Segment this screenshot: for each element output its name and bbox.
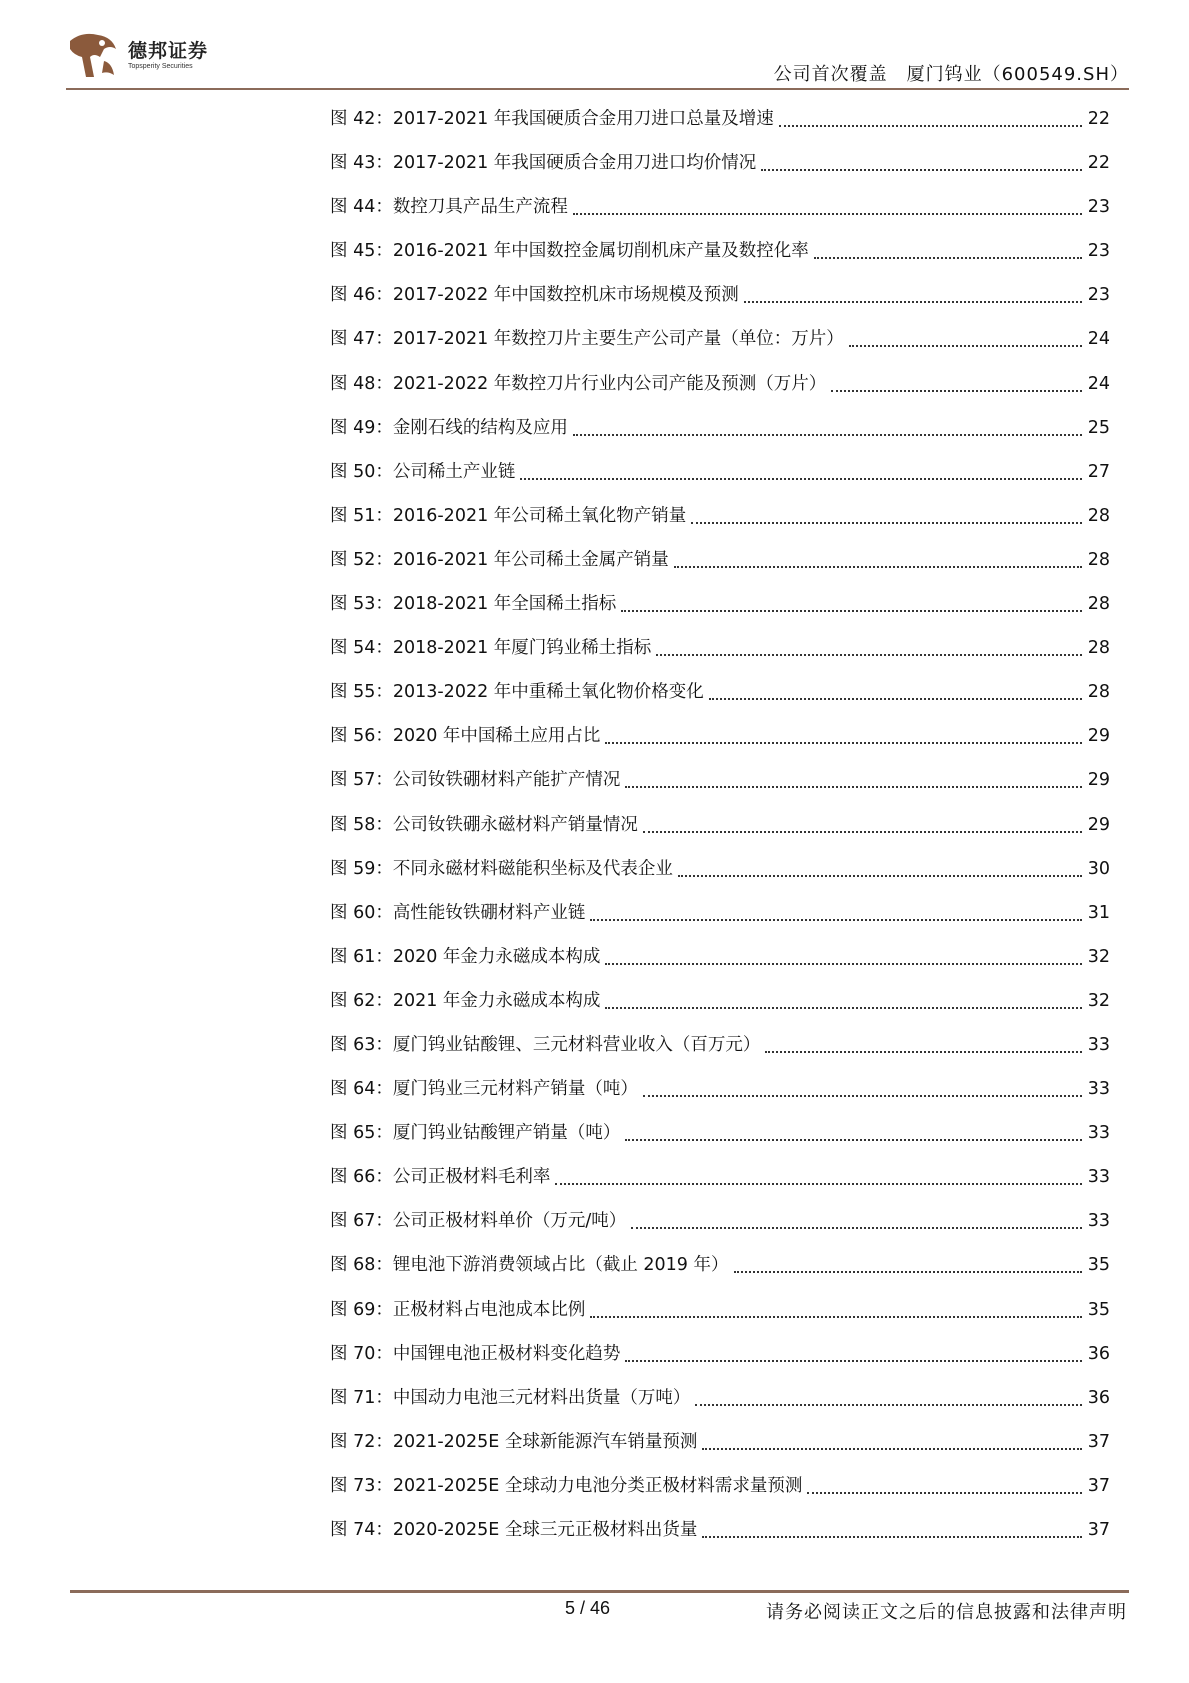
- toc-dot-leader: [734, 1254, 1083, 1273]
- toc-dot-leader: [656, 637, 1082, 656]
- toc-entry-title: 图 58：公司钕铁硼永磁材料产销量情况: [330, 814, 641, 836]
- toc-entry[interactable]: [330, 1299, 1110, 1343]
- toc-dot-leader: [555, 1166, 1082, 1185]
- toc-entry[interactable]: [330, 1122, 1110, 1166]
- toc-entry-page: 37: [1084, 1431, 1110, 1453]
- toc-dot-leader: [702, 1431, 1082, 1450]
- toc-entry-title: 图 59：不同永磁材料磁能积坐标及代表企业: [330, 858, 676, 880]
- toc-entry-title: 图 45：2016-2021 年中国数控金属切削机床产量及数控化率: [330, 240, 812, 262]
- toc-entry-title: 图 55：2013-2022 年中重稀土氧化物价格变化: [330, 681, 707, 703]
- toc-entry-page: 29: [1084, 725, 1110, 747]
- toc-entry[interactable]: [330, 461, 1110, 505]
- toc-entry-title: 图 52：2016-2021 年公司稀土金属产销量: [330, 549, 672, 571]
- toc-entry[interactable]: [330, 902, 1110, 946]
- toc-dot-leader: [814, 240, 1082, 259]
- toc-entry-page: 33: [1084, 1078, 1110, 1100]
- header-divider: [66, 88, 1129, 90]
- toc-entry-title: 图 69：正极材料占电池成本比例: [330, 1299, 588, 1321]
- toc-entry[interactable]: [330, 1343, 1110, 1387]
- toc-entry[interactable]: [330, 1034, 1110, 1078]
- toc-entry-title: 图 53：2018-2021 年全国稀土指标: [330, 593, 619, 615]
- toc-entry-page: 32: [1084, 946, 1110, 968]
- toc-entry[interactable]: [330, 1431, 1110, 1475]
- toc-entry[interactable]: [330, 1210, 1110, 1254]
- toc-dot-leader: [643, 1078, 1082, 1097]
- toc-entry-page: 32: [1084, 990, 1110, 1012]
- toc-dot-leader: [573, 196, 1082, 215]
- toc-entry-title: 图 42：2017-2021 年我国硬质合金用刀进口总量及增速: [330, 108, 777, 130]
- toc-dot-leader: [849, 328, 1082, 347]
- toc-dot-leader: [744, 284, 1082, 303]
- toc-entry-page: 36: [1084, 1387, 1110, 1409]
- toc-entry[interactable]: [330, 769, 1110, 813]
- toc-entry[interactable]: [330, 1078, 1110, 1122]
- toc-entry[interactable]: [330, 108, 1110, 152]
- footer-divider: [70, 1590, 1129, 1593]
- toc-entry-title: 图 50：公司稀土产业链: [330, 461, 518, 483]
- toc-entry-title: 图 60：高性能钕铁硼材料产业链: [330, 902, 588, 924]
- toc-entry[interactable]: [330, 505, 1110, 549]
- toc-dot-leader: [605, 990, 1082, 1009]
- toc-dot-leader: [625, 1122, 1082, 1141]
- toc-dot-leader: [590, 902, 1082, 921]
- toc-entry-page: 33: [1084, 1166, 1110, 1188]
- toc-entry-title: 图 67：公司正极材料单价（万元/吨）: [330, 1210, 629, 1232]
- toc-dot-leader: [678, 858, 1082, 877]
- toc-entry-title: 图 64：厦门钨业三元材料产销量（吨）: [330, 1078, 641, 1100]
- toc-dot-leader: [643, 814, 1082, 833]
- toc-entry[interactable]: [330, 814, 1110, 858]
- toc-entry[interactable]: [330, 1254, 1110, 1298]
- toc-dot-leader: [605, 946, 1082, 965]
- toc-entry[interactable]: [330, 1387, 1110, 1431]
- toc-entry[interactable]: [330, 328, 1110, 372]
- toc-entry[interactable]: [330, 284, 1110, 328]
- disclaimer-note: 请务必阅读正文之后的信息披露和法律声明: [766, 1602, 1127, 1623]
- toc-entry-title: 图 54：2018-2021 年厦门钨业稀土指标: [330, 637, 654, 659]
- toc-entry-page: 29: [1084, 769, 1110, 791]
- company-logo: [64, 26, 208, 84]
- page-number: 5 / 46: [565, 1598, 611, 1618]
- toc-entry[interactable]: [330, 1166, 1110, 1210]
- report-header-title: 公司首次覆盖 厦门钨业（600549.SH）: [773, 64, 1129, 85]
- toc-entry[interactable]: [330, 196, 1110, 240]
- toc-entry[interactable]: [330, 152, 1110, 196]
- toc-dot-leader: [702, 1519, 1082, 1538]
- toc-entry[interactable]: [330, 373, 1110, 417]
- toc-entry-page: 25: [1084, 417, 1110, 439]
- toc-entry-title: 图 49：金刚石线的结构及应用: [330, 417, 571, 439]
- toc-dot-leader: [674, 549, 1082, 568]
- toc-entry-page: 33: [1084, 1034, 1110, 1056]
- toc-entry-title: 图 66：公司正极材料毛利率: [330, 1166, 553, 1188]
- toc-entry-title: 图 70：中国锂电池正极材料变化趋势: [330, 1343, 623, 1365]
- toc-entry-page: 28: [1084, 637, 1110, 659]
- toc-dot-leader: [590, 1299, 1082, 1318]
- toc-entry-title: 图 43：2017-2021 年我国硬质合金用刀进口均价情况: [330, 152, 759, 174]
- toc-entry-title: 图 46：2017-2022 年中国数控机床市场规模及预测: [330, 284, 742, 306]
- toc-dot-leader: [625, 769, 1082, 788]
- toc-entry-page: 24: [1084, 373, 1110, 395]
- logo-english-name: Topsperity Securities: [128, 62, 193, 70]
- toc-dot-leader: [709, 681, 1082, 700]
- toc-entry-page: 33: [1084, 1122, 1110, 1144]
- toc-entry-page: 28: [1084, 681, 1110, 703]
- toc-entry-page: 37: [1084, 1475, 1110, 1497]
- toc-entry-title: 图 62：2021 年金力永磁成本构成: [330, 990, 603, 1012]
- toc-entry[interactable]: [330, 240, 1110, 284]
- toc-dot-leader: [621, 593, 1082, 612]
- toc-entry[interactable]: [330, 858, 1110, 902]
- toc-entry-page: 35: [1084, 1299, 1110, 1321]
- toc-entry-page: 23: [1084, 196, 1110, 218]
- toc-entry[interactable]: [330, 1475, 1110, 1519]
- toc-entry[interactable]: [330, 1519, 1110, 1563]
- toc-entry[interactable]: [330, 637, 1110, 681]
- toc-entry-title: 图 73：2021-2025E 全球动力电池分类正极材料需求量预测: [330, 1475, 805, 1497]
- toc-entry-title: 图 72：2021-2025E 全球新能源汽车销量预测: [330, 1431, 700, 1453]
- toc-entry-page: 28: [1084, 549, 1110, 571]
- toc-dot-leader: [625, 1343, 1082, 1362]
- toc-dot-leader: [761, 152, 1082, 171]
- toc-entry-title: 图 56：2020 年中国稀土应用占比: [330, 725, 603, 747]
- toc-entry-title: 图 63：厦门钨业钴酸锂、三元材料营业收入（百万元）: [330, 1034, 763, 1056]
- toc-dot-leader: [631, 1210, 1082, 1229]
- toc-entry-page: 29: [1084, 814, 1110, 836]
- logo-chinese-name: 德邦证券: [128, 39, 209, 62]
- toc-entry-page: 37: [1084, 1519, 1110, 1541]
- toc-entry[interactable]: [330, 417, 1110, 461]
- toc-entry[interactable]: [330, 725, 1110, 769]
- toc-dot-leader: [779, 108, 1082, 127]
- toc-entry[interactable]: [330, 946, 1110, 990]
- toc-entry[interactable]: [330, 990, 1110, 1034]
- toc-dot-leader: [765, 1034, 1082, 1053]
- toc-entry-title: 图 44：数控刀具产品生产流程: [330, 196, 571, 218]
- toc-entry-title: 图 57：公司钕铁硼材料产能扩产情况: [330, 769, 623, 791]
- table-of-figures: [330, 108, 1110, 1563]
- toc-entry-title: 图 47：2017-2021 年数控刀片主要生产公司产量（单位：万片）: [330, 328, 847, 350]
- toc-entry-page: 31: [1084, 902, 1110, 924]
- toc-entry-page: 24: [1084, 328, 1110, 350]
- toc-entry[interactable]: [330, 681, 1110, 725]
- toc-entry[interactable]: [330, 593, 1110, 637]
- toc-entry-page: 22: [1084, 108, 1110, 130]
- toc-entry-title: 图 68：锂电池下游消费领域占比（截止 2019 年）: [330, 1254, 732, 1276]
- toc-dot-leader: [605, 725, 1082, 744]
- toc-dot-leader: [573, 417, 1082, 436]
- toc-entry-page: 35: [1084, 1254, 1110, 1276]
- topsperity-logo-icon: [64, 27, 120, 83]
- toc-entry-title: 图 71：中国动力电池三元材料出货量（万吨）: [330, 1387, 693, 1409]
- toc-dot-leader: [807, 1475, 1082, 1494]
- toc-entry-page: 36: [1084, 1343, 1110, 1365]
- toc-entry-page: 22: [1084, 152, 1110, 174]
- toc-dot-leader: [520, 461, 1082, 480]
- toc-entry-title: 图 65：厦门钨业钴酸锂产销量（吨）: [330, 1122, 623, 1144]
- toc-entry-page: 27: [1084, 461, 1110, 483]
- toc-entry-page: 23: [1084, 284, 1110, 306]
- toc-entry-title: 图 51：2016-2021 年公司稀土氧化物产销量: [330, 505, 689, 527]
- toc-entry-title: 图 61：2020 年金力永磁成本构成: [330, 946, 603, 968]
- toc-entry-title: 图 48：2021-2022 年数控刀片行业内公司产能及预测（万片）: [330, 373, 829, 395]
- toc-entry-page: 23: [1084, 240, 1110, 262]
- toc-entry[interactable]: [330, 549, 1110, 593]
- toc-entry-page: 28: [1084, 593, 1110, 615]
- toc-entry-page: 33: [1084, 1210, 1110, 1232]
- toc-entry-page: 28: [1084, 505, 1110, 527]
- toc-dot-leader: [831, 373, 1082, 392]
- toc-dot-leader: [691, 505, 1082, 524]
- toc-entry-title: 图 74：2020-2025E 全球三元正极材料出货量: [330, 1519, 700, 1541]
- toc-entry-page: 30: [1084, 858, 1110, 880]
- toc-dot-leader: [695, 1387, 1082, 1406]
